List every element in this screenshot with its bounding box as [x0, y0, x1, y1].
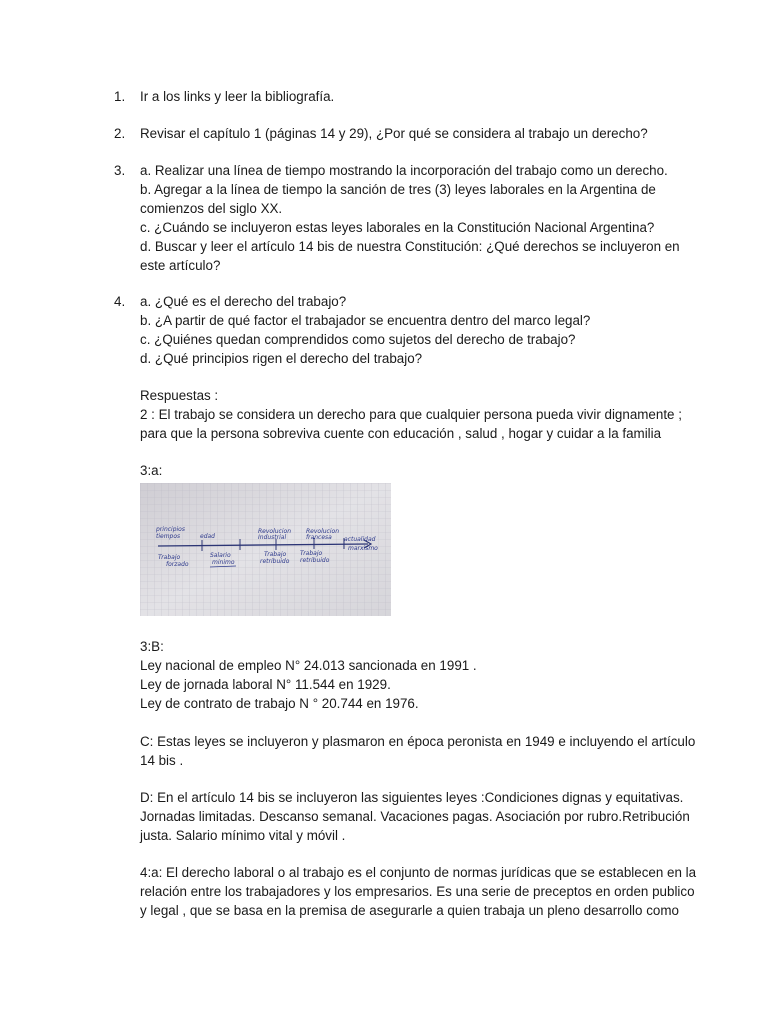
- question-text: a. Realizar una línea de tiempo mostrando la incorporación del trabajo como un derecho.: [140, 163, 668, 178]
- answer-2-text: para que la persona sobreviva cuente con educación , salud , hogar y cuidar a la familia: [140, 426, 662, 441]
- svg-text:edad: edad: [200, 533, 215, 540]
- answer-3b-law: Ley de jornada laboral N° 11.544 en 1929.: [140, 677, 391, 692]
- question-number: 1.: [114, 89, 126, 104]
- answer-4a-text: relación entre los trabajadores y los empresarios. Es una serie de preceptos en orden publico: [140, 884, 695, 899]
- answer-3b-law: Ley nacional de empleo N° 24.013 sancionada en 1991 .: [140, 658, 477, 673]
- svg-text:Revolucion: Revolucion: [258, 528, 291, 535]
- svg-text:principios: principios: [156, 526, 185, 533]
- svg-text:forzado: forzado: [166, 561, 189, 568]
- question-text: Revisar el capítulo 1 (páginas 14 y 29), ¿Por qué se considera al trabajo un derecho?: [140, 126, 648, 141]
- answer-3d-text: justa. Salario mínimo vital y móvil .: [140, 828, 346, 843]
- question-text: comienzos del siglo XX.: [140, 201, 283, 216]
- question-number: 2.: [114, 126, 126, 141]
- question-text: a. ¿Qué es el derecho del trabajo?: [140, 294, 347, 309]
- svg-text:marxismo: marxismo: [348, 545, 378, 552]
- svg-text:minimo: minimo: [212, 559, 235, 566]
- svg-text:actualidad: actualidad: [344, 536, 376, 543]
- answer-3b-law: Ley de contrato de trabajo N ° 20.744 en 1976.: [140, 696, 419, 711]
- answer-3d-text: Jornadas limitadas. Descanso semanal. Vacaciones pagas. Asociación por rubro.Retribución: [140, 809, 690, 824]
- question-text: este artículo?: [140, 258, 221, 273]
- answer-3c-text: 14 bis .: [140, 753, 184, 768]
- question-text: c. ¿Cuándo se incluyeron estas leyes laborales en la Constitución Nacional Argentina?: [140, 220, 655, 235]
- svg-text:tiempos: tiempos: [156, 533, 181, 540]
- svg-text:Industrial: Industrial: [258, 534, 287, 541]
- svg-text:retribuido: retribuido: [260, 558, 290, 565]
- question-text: d. Buscar y leer el artículo 14 bis de nuestra Constitución: ¿Qué derechos se incluyeron en: [140, 239, 680, 254]
- question-text: c. ¿Quiénes quedan comprendidos como sujetos del derecho de trabajo?: [140, 332, 576, 347]
- svg-text:Trabajo: Trabajo: [264, 551, 287, 558]
- svg-text:Trabajo: Trabajo: [300, 550, 323, 557]
- answer-3b-label: 3:B:: [140, 639, 164, 654]
- timeline-photo: [140, 483, 391, 616]
- answer-4a-text: y legal , que se basa en la premisa de asegurarle a quien trabaja un pleno desarrollo como: [140, 903, 679, 918]
- question-text: b. ¿A partir de qué factor el trabajador se encuentra dentro del marco legal?: [140, 313, 591, 328]
- question-text: b. Agregar a la línea de tiempo la sanción de tres (3) leyes laborales en la Argentina de: [140, 182, 656, 197]
- question-text: Ir a los links y leer la bibliografía.: [140, 89, 335, 104]
- svg-text:Salario: Salario: [210, 552, 231, 559]
- question-number: 3.: [114, 163, 126, 178]
- answer-3c-text: C: Estas leyes se incluyeron y plasmaron en época peronista en 1949 e incluyendo el artículo: [140, 734, 696, 749]
- svg-text:Revolucion: Revolucion: [306, 528, 339, 535]
- svg-text:retribuido: retribuido: [300, 557, 330, 564]
- answer-3a-label: 3:a:: [140, 463, 163, 478]
- answer-4a-text: 4:a: El derecho laboral o al trabajo es el conjunto de normas jurídicas que se establecen en la: [140, 865, 697, 880]
- question-text: d. ¿Qué principios rigen el derecho del trabajo?: [140, 351, 423, 366]
- answer-2-text: 2 : El trabajo se considera un derecho para que cualquier persona pueda vivir dignamente ;: [140, 407, 682, 422]
- svg-text:Trabajo: Trabajo: [158, 554, 181, 561]
- question-number: 4.: [114, 294, 126, 309]
- answers-heading: Respuestas :: [140, 388, 219, 403]
- answer-3d-text: D: En el artículo 14 bis se incluyeron las siguientes leyes :Condiciones dignas y equitativas.: [140, 790, 684, 805]
- svg-text:francesa: francesa: [306, 534, 332, 541]
